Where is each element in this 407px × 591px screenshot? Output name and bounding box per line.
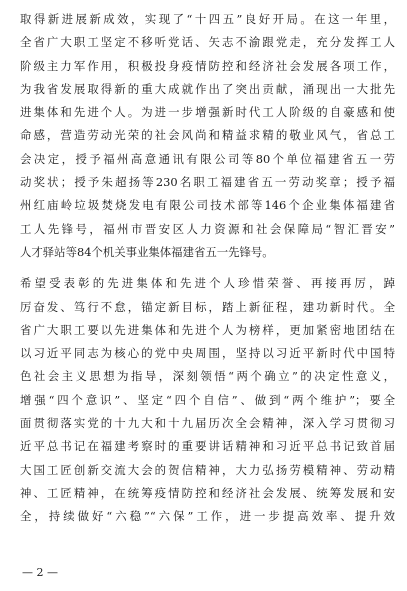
- text-line: 神、工匠精神，在统筹疫情防控和经济社会发展、统筹发展和安: [20, 485, 395, 500]
- text-line: 大国工匠创新交流大会的贺信精神，大力弘扬劳模精神、劳动精: [20, 462, 395, 477]
- text-line: 会决定，授予福州高意通讯有限公司等80个单位福建省五一劳: [20, 151, 395, 166]
- text-line: 工人先锋号，福州市晋安区人力资源和社会保障局“智汇晋安”: [20, 221, 395, 236]
- text-line: 增强“四个意识”、坚定“四个自信”、做到“两个维护”；要全: [20, 392, 395, 407]
- page-number: — 2 —: [22, 566, 58, 579]
- body-text: [20, 8, 395, 529]
- text-line: 进集体和先进个人。为进一步增强新时代工人阶级的自豪感和使: [20, 105, 395, 120]
- text-line: 动奖状；授予朱超扬等230名职工福建省五一劳动奖章；授予福: [20, 175, 395, 190]
- text-line: 色社会主义思想为指导，深刻领悟“两个确立”的决定性意义，: [20, 369, 395, 384]
- text-line: 省广大职工要以先进集体和先进个人为榜样，更加紧密地团结在: [20, 322, 395, 337]
- text-line: 以习近平同志为核心的党中央周围，坚持以习近平新时代中国特: [20, 346, 395, 361]
- text-line: 命感，营造劳动光荣的社会风尚和精益求精的敬业风气，省总工: [20, 128, 395, 143]
- text-line: 人才驿站等84个机关事业集体福建省五一先锋号。: [20, 244, 274, 259]
- text-line: 全省广大职工坚定不移听党话、矢志不渝跟党走，充分发挥工人: [20, 35, 395, 50]
- text-line: 州红庙岭垃圾焚烧发电有限公司技术部等146个企业集体福建省: [20, 198, 395, 213]
- paragraph-1: [20, 8, 395, 264]
- paragraph-2: [20, 272, 395, 528]
- text-line: 为我省发展取得新的重大成就作出了突出贡献，涌现出一大批先: [20, 81, 395, 96]
- text-line: 全，持续做好“六稳”“六保”工作，进一步提高效率、提升效: [20, 509, 395, 524]
- text-line: 取得新进展新成效，实现了“十四五”良好开局。在这一年里，: [20, 12, 395, 26]
- text-line: 近平总书记在福建考察时的重要讲话精神和习近平总书记致首届: [20, 439, 395, 454]
- text-line: 面贯彻落实党的十九大和十九届历次全会精神，深入学习贯彻习: [20, 416, 395, 431]
- text-line: 厉奋发、笃行不怠，锚定新目标，踏上新征程，建功新时代。全: [20, 299, 395, 314]
- text-line: 希望受表彰的先进集体和先进个人珍惜荣誉、再接再厉，踔: [20, 276, 395, 291]
- paragraph-gap: [20, 264, 395, 272]
- text-line: 阶级主力军作用，积极投身疫情防控和经济社会发展各项工作，: [20, 58, 395, 73]
